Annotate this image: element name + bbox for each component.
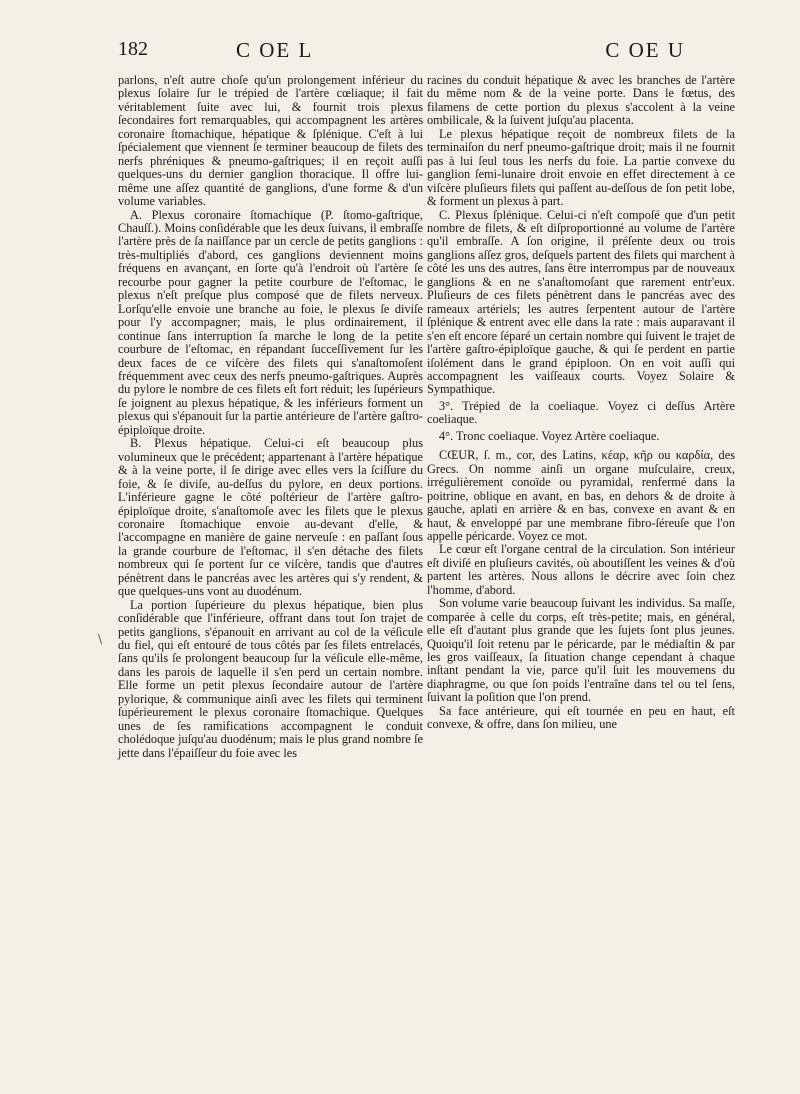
- page-header: [118, 38, 705, 68]
- entry-heading-paragraph: CŒUR, ſ. m., cor, des Latins, κέαρ, κῆρ ou καρδία, des Grecs. On nomme ainſi un organe muſculaire, creux, irrégulièrement conoïde ou pyramidal, renfermé dans la poitrine, oblique en avant, en bas, en dehors & de droite à gauche, aplati en arrière & en bas, convexe en avant & en haut, & enveloppé par une membrane fibro-ſéreuſe que l'on appelle péricarde. Voyez ce mot.: [427, 448, 735, 543]
- left-column: [118, 74, 423, 760]
- paragraph: 3°. Trépied de la coeliaque. Voyez ci deſſus Artère coeliaque.: [427, 398, 735, 427]
- paragraph: C. Plexus ſplénique. Celui-ci n'eſt compoſé que d'un petit nombre de filets, & eſt diſproportionné au volume de l'artère qu'il embraſſe. A ſon origine, il préſente deux ou trois ganglions aſſez gros, deſquels partent des filets qui marchent à côté les uns des autres, ſans être interrompus par de nouveaux ganglions & en ne s'anaſtomoſant que rarement entr'eux. Pluſieurs de ces filets pénètrent dans le pancréas avec des rameaux artériels; les autres ſerpentent autour de l'artère ſplénique & entrent avec elle dans la rate : mais auparavant il s'en eſt encore ſéparé un certain nombre qui ſuivent le trajet de l'artère gaſtro-épiploïque gauche, & qui ſe perdent en partie iſolément dans le grand épiploon. On en voit auſſi qui accompagnent les vaiſſeaux courts. Voyez Solaire & Sympathique.: [427, 207, 735, 397]
- right-column: [427, 74, 735, 732]
- running-title-left: C OE L: [236, 38, 314, 62]
- running-title-right: C OE U: [605, 38, 685, 62]
- paragraph: Son volume varie beaucoup ſuivant les individus. Sa maſſe, comparée à celle du corps, eſt très-petite; mais, en général, elle eſt d'autant plus grande que les ſujets ſont plus jeunes. Quoiqu'il ſoit retenu par le péricarde, par le médiaſtin & par les gros vaiſſeaux, ſa ſituation change cependant à chaque inſtant pendant la vie, parce qu'il ſuit les mouvemens du diaphragme, ou que ſon poids l'entraîne dans tel ou tel ſens, ſuivant la poſition que l'on prend.: [427, 596, 735, 705]
- margin-mark: \: [98, 632, 103, 646]
- paragraph: 4°. Tronc coeliaque. Voyez Artère coeliaque.: [439, 428, 660, 443]
- paragraph: B. Plexus hépatique. Celui-ci eſt beaucoup plus volumineux que le précédent; appartenant à l'artère hépatique & à la veine porte, il ſe dirige avec elles vers la ſciſſure du foie, & ſe diviſe, au-deſſus du pylore, en deux portions. L'inférieure gagne le côté poſtérieur de l'artère gaſtro-épiploïque droite, s'anaſtomoſe avec les filets que le plexus coronaire ſtomachique envoie au-devant d'elle, & l'accompagne en manière de gaine nerveuſe : en paſſant ſous la grande courbure de l'eſtomac, il s'en détache des filets nombreux qui ſe portent ſur ce viſcère, tandis que d'autres pénètrent dans le pancréas avec les artères qui s'y rendent, & que quelques-uns vont au duodénum.: [118, 436, 423, 599]
- paragraph: A. Plexus coronaire ſtomachique (P. ſtomo-gaſtrique, Chauſſ.). Moins conſidérable que les deux ſuivans, il embraſſe l'artère près de ſa naiſſance par un cercle de petits ganglions : très-multipliés d'abord, ces ganglions deviennent moins fréquens en avançant, en ſorte qu'à l'endroit où l'artère ſe recourbe pour gagner la petite courbure de l'eſtomac, le plexus n'eſt preſque plus composé que de filets nerveux. Lorſqu'elle envoie une branche au foie, le plexus ſe diviſe pour l'y accompagner; mais, le plus ordinairement, il continue ſans interruption ſa marche le long de la petite courbure de l'eſtomac, en répandant ſucceſſivement ſur les deux faces de ce viſcère des filets qui s'anaſtomoſent fréquemment avec ceux des nerfs pneumo-gaſtriques. Auprès du pylore le nombre de ces filets eſt fort réduit; les ſupérieurs ſe joignent au plexus hépatique, & les inférieurs forment un plexus qui s'épanouit ſur la partie antérieure de l'artère gaſtro-épiploïque droite.: [118, 207, 423, 437]
- paragraph: Le cœur eſt l'organe central de la circulation. Son intérieur eſt diviſé en pluſieurs cavités, où aboutiſſent les veines & d'où partent les artères. Nous allons le décrire avec ſoin chez l'homme, d'abord.: [427, 542, 735, 597]
- paragraph: parlons, n'eſt autre choſe qu'un prolongement inférieur du plexus ſolaire ſur le trépied de l'artère cœliaque; il fait véritablement ſuite avec lui, & fournit trois plexus ſecondaires fort remarquables, qui accompagnent les artères coronaire ſtomachique, hépatique & ſplénique. C'eſt à lui ſpécialement que viennent ſe terminer beaucoup de filets des nerfs phréniques & pneumo-gaſtriques; il en reçoit auſſi quelques-uns du dernier ganglion thoracique. Il offre lui-même une aſſez quantité de ganglions, d'une forme & d'un volume variables.: [118, 73, 423, 209]
- paragraph: La portion ſupérieure du plexus hépatique, bien plus conſidérable que l'inférieure, offrant dans tout ſon trajet de petits ganglions, s'épanouit en arrivant au col de la véſicule du fiel, qui eſt entouré de tous côtés par ſes filets entrelacés, ſans qu'ils ſe prolongent beaucoup ſur la véſicule elle-même, dans les parois de laquelle il s'en perd un certain nombre. Elle forme un petit plexus ſecondaire autour de l'artère pylorique, & communique ainſi avec les filets qui terminent ſupérieurement le plexus coronaire ſtomachique. Quelques unes de ſes ramifications accompagnent le conduit cholédoque juſqu'au duodénum; mais le plus grand nombre ſe jette dans l'épaiſſeur du foie avec les: [118, 597, 423, 760]
- paragraph: Le plexus hépatique reçoit de nombreux filets de la terminaiſon du nerf pneumo-gaſtrique droit; mais il ne fournit pas à lui ſeul tous les nerfs du foie. La partie convexe du ganglion ſemi-lunaire droit envoie en effet directement à ce viſcère pluſieurs filets qui paſſent au-deſſous de ſon petit lobe, & forment un plexus à part.: [427, 126, 735, 209]
- paragraph: Sa face antérieure, qui eſt tournée en peu en haut, eſt convexe, & offre, dans ſon milieu, une: [427, 703, 735, 732]
- paragraph: racines du conduit hépatique & avec les branches de l'artère du même nom & de la veine porte. Dans le fœtus, des filamens de cette portion du plexus s'accolent à la veine ombilicale, & la ſuivent juſqu'au placenta.: [427, 73, 735, 128]
- page-number: 182: [118, 38, 148, 60]
